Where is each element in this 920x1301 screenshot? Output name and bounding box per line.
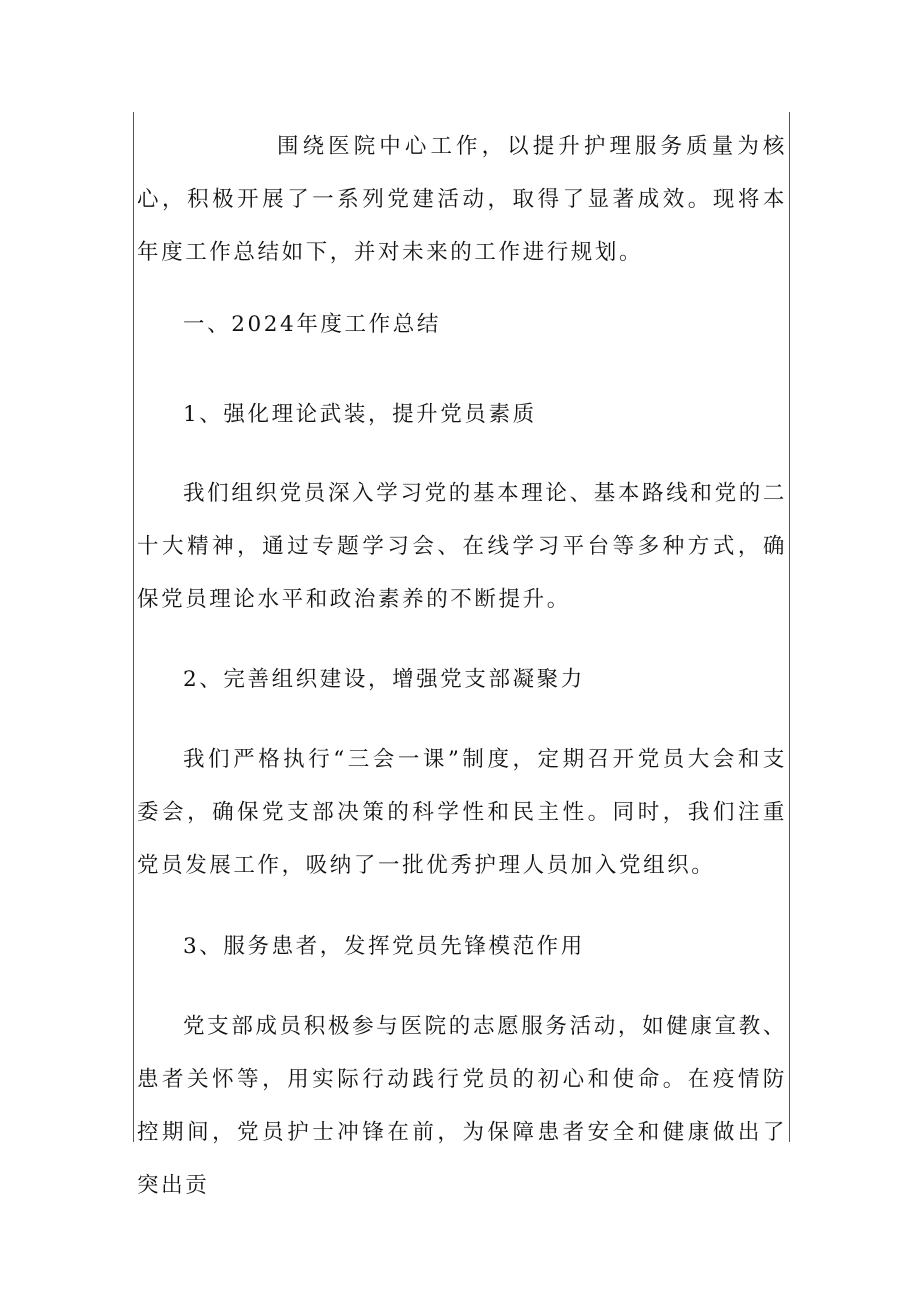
item-3-heading: 3、服务患者，发挥党员先锋模范作用 [183,934,585,959]
item-1-heading: 1、强化理论武装，提升党员素质 [183,402,537,427]
item-2-body: 我们严格执行“三会一课”制度，定期召开党员大会和支委会，确保党支部决策的科学性和民主性。同时，我们注重党员发展工作，吸纳了一批优秀护理人员加入党组织。 [137,747,787,878]
item-3-body: 党支部成员积极参与医院的志愿服务活动，如健康宣教、患者关怀等，用实际行动践行党员的初心和使命。在疫情防控期间，党员护士冲锋在前，为保障患者安全和健康做出了突出贡 [137,1014,787,1198]
item-2-heading: 2、完善组织建设，增强党支部凝聚力 [183,667,585,692]
item-1-body: 我们组织党员深入学习党的基本理论、基本路线和党的二十大精神，通过专题学习会、在线学习平台等多种方式，确保党员理论水平和政治素养的不断提升。 [137,481,787,612]
intro-paragraph: 围绕医院中心工作，以提升护理服务质量为核心，积极开展了一系列党建活动，取得了显著成效。现将本年度工作总结如下，并对未来的工作进行规划。 [137,134,787,265]
section-title: 一、2024年度工作总结 [183,312,441,337]
